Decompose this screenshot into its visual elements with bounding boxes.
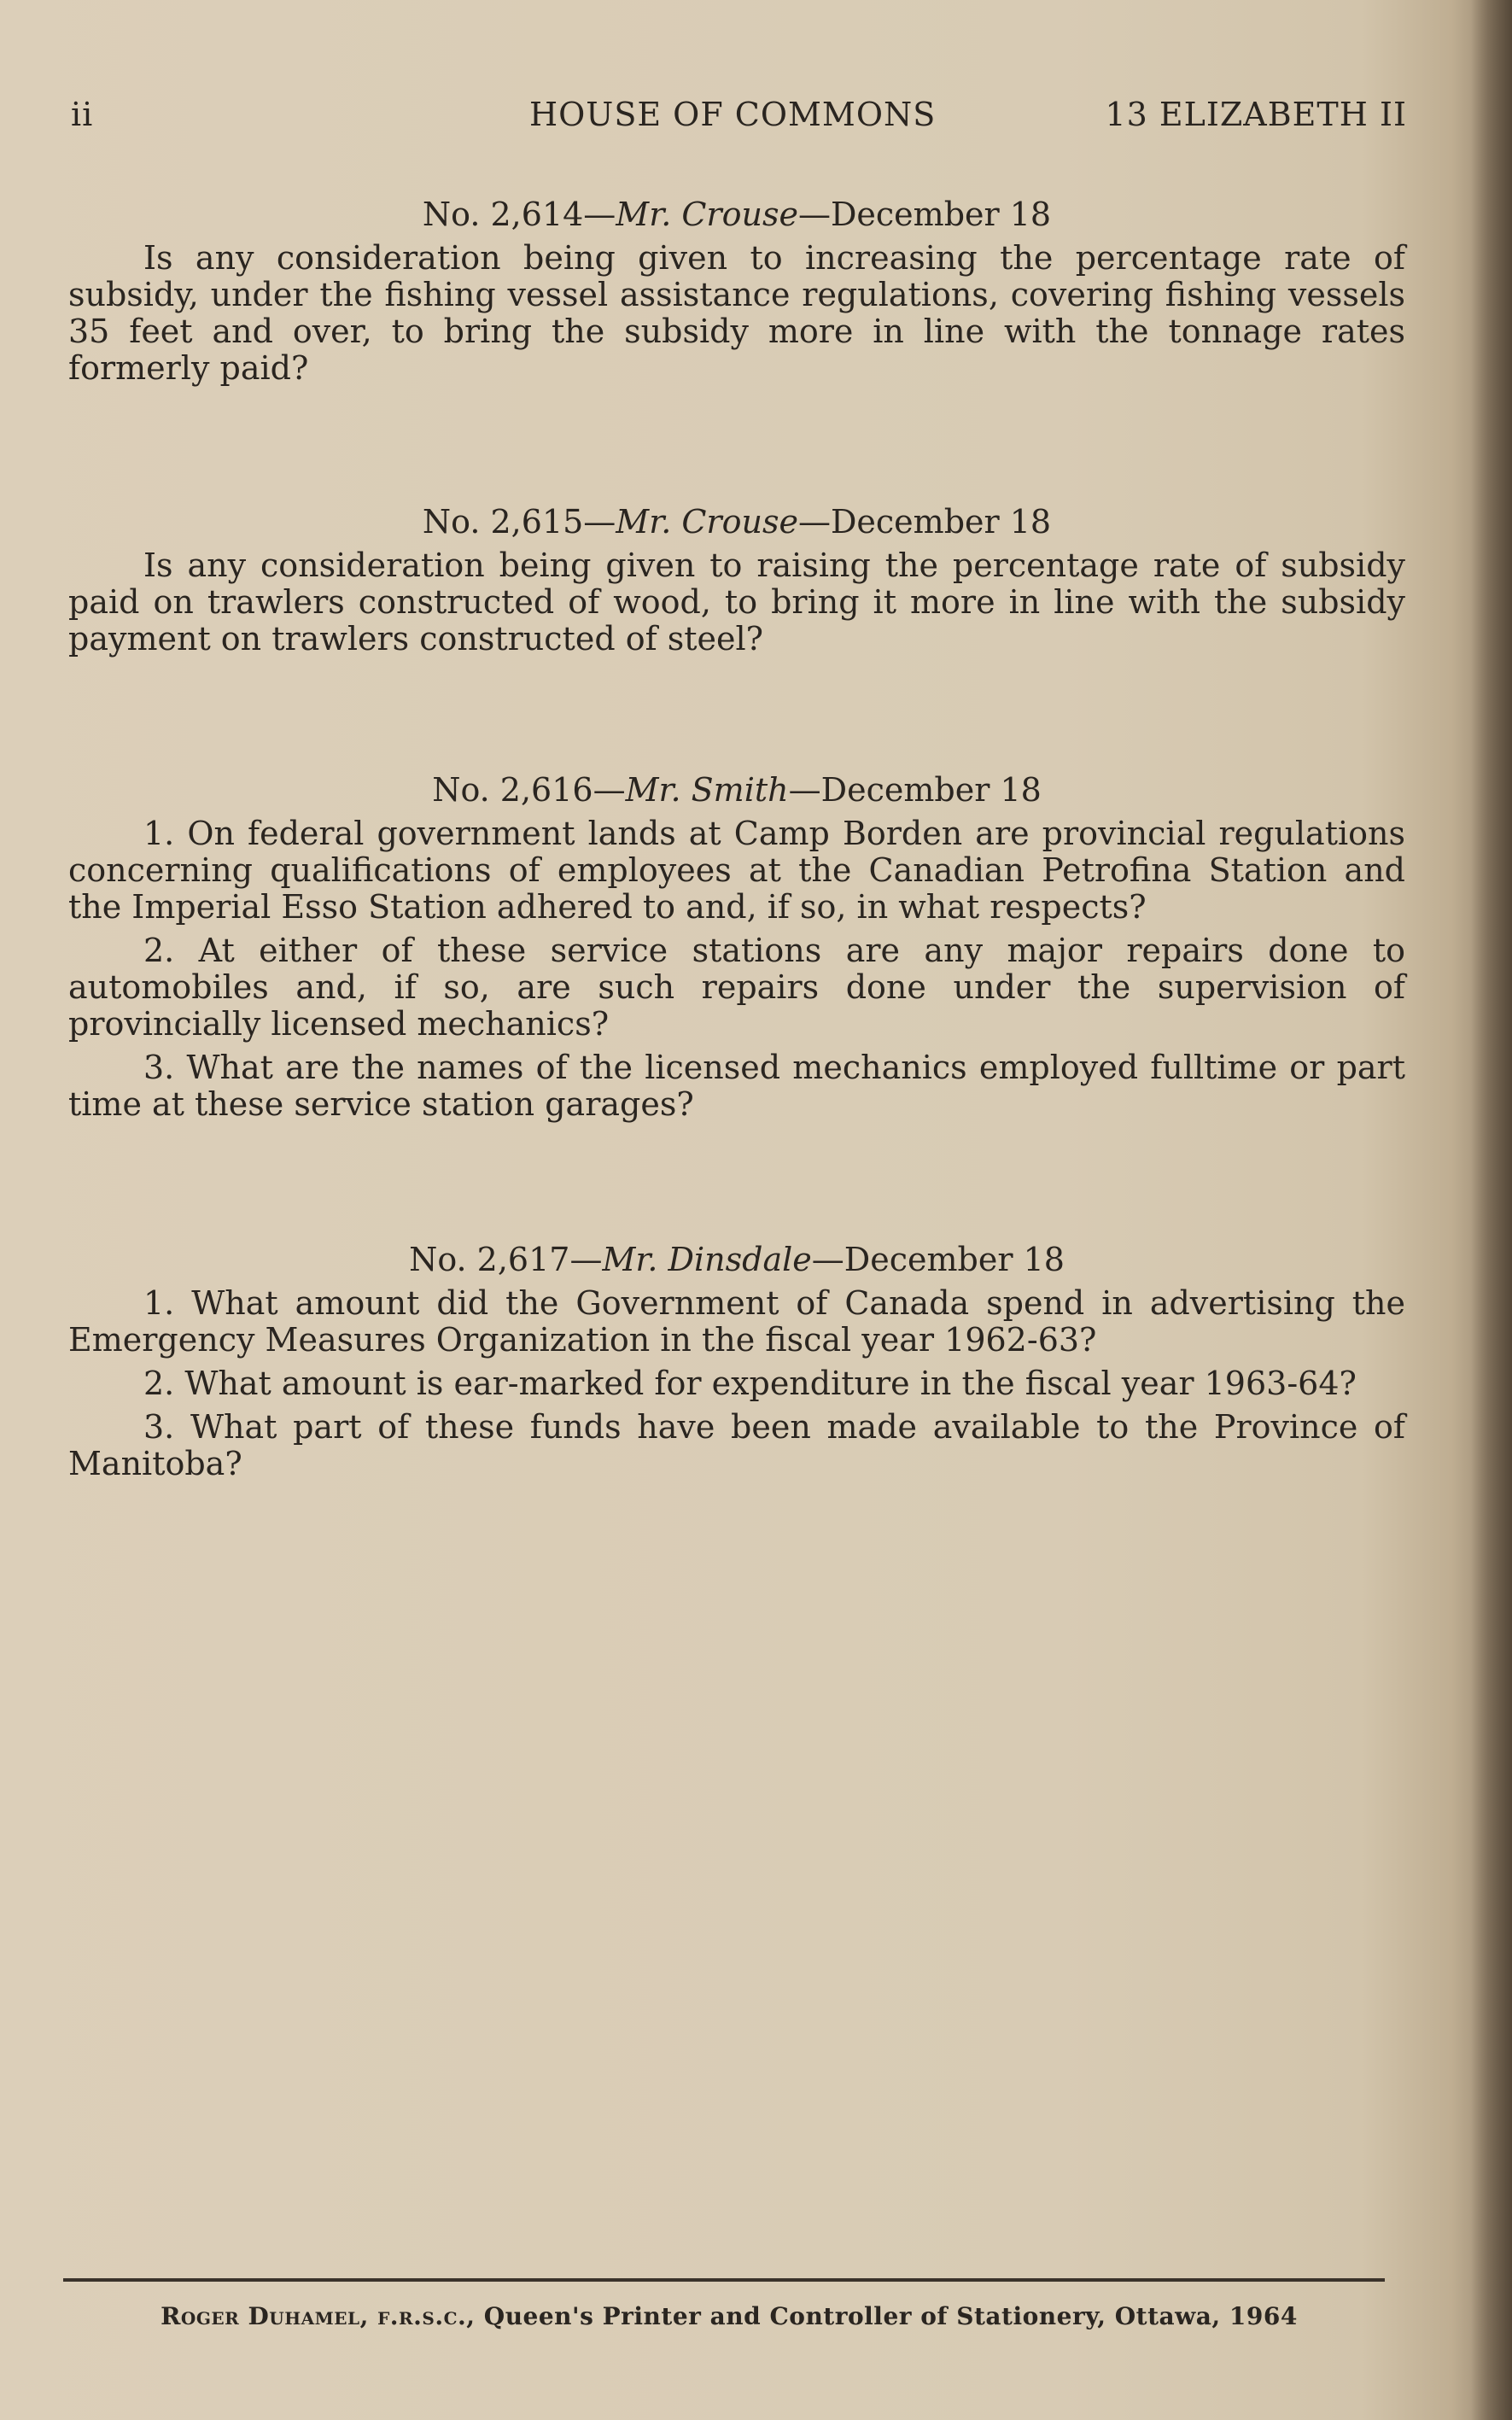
footer-rule	[63, 2278, 1385, 2282]
question-text: Is any consideration being given to raising the percentage rate of subsidy paid on trawlers constructed of wood, to bring it more in line with the subsidy payment on trawlers constructed of steel?	[68, 547, 1405, 658]
question-entry	[68, 772, 1405, 1130]
running-head	[68, 96, 1407, 147]
question-heading: No. 2,615—Mr. Crouse—December 18	[422, 503, 1052, 541]
question-text: 2. At either of these service stations are any major repairs done to automobiles and, if so, are such repairs done under the supervision of provincially licensed mechanics?	[68, 932, 1405, 1043]
page-number: ii	[71, 96, 94, 133]
question-member: Mr. Smith	[625, 771, 789, 809]
question-entry	[68, 1242, 1405, 1489]
question-text: 3. What part of these funds have been made available to the Province of Manitoba?	[68, 1408, 1405, 1482]
question-member: Mr. Crouse	[616, 503, 798, 541]
question-text: 2. What amount is ear-marked for expenditure in the fiscal year 1963-64?	[143, 1365, 1357, 1402]
question-entry	[68, 196, 1405, 394]
printer-credentials: f.r.s.c.	[377, 2302, 467, 2330]
question-heading: No. 2,614—Mr. Crouse—December 18	[422, 196, 1052, 233]
question-number: No. 2,617	[409, 1241, 570, 1278]
question-date: December 18	[844, 1241, 1065, 1278]
question-heading: No. 2,617—Mr. Dinsdale—December 18	[409, 1241, 1065, 1278]
question-number: No. 2,616	[432, 771, 593, 809]
journal-title: HOUSE OF COMMONS	[529, 96, 937, 133]
printer-name: Roger Duhamel	[161, 2302, 360, 2330]
book-spine-shadow	[1471, 0, 1512, 2420]
question-number: No. 2,614	[422, 196, 584, 233]
regnal-year: 13 ELIZABETH II	[1105, 96, 1407, 133]
question-member: Mr. Crouse	[616, 196, 798, 233]
printer-imprint: Roger Duhamel, f.r.s.c., Queen's Printer and Controller of Stationery, Ottawa, 1964	[161, 2302, 1298, 2330]
question-text: 3. What are the names of the licensed mechanics employed fulltime or part time at these service station garages?	[68, 1049, 1405, 1123]
question-entry	[68, 504, 1405, 664]
question-heading: No. 2,616—Mr. Smith—December 18	[432, 771, 1042, 809]
question-number: No. 2,615	[422, 503, 584, 541]
question-date: December 18	[830, 503, 1052, 541]
imprint-text: Queen's Printer and Controller of Stationery, Ottawa, 1964	[483, 2302, 1298, 2330]
question-text: Is any consideration being given to increasing the percentage rate of subsidy, under the fishing vessel assistance regulations, covering fishing vessels 35 feet and over, to bring the subsidy more in line with the tonnage rates formerly paid?	[68, 239, 1405, 387]
question-date: December 18	[820, 771, 1042, 809]
question-date: December 18	[830, 196, 1052, 233]
question-member: Mr. Dinsdale	[602, 1241, 812, 1278]
question-text: 1. What amount did the Government of Canada spend in advertising the Emergency Measures Organization in the fiscal year 1962-63?	[68, 1284, 1405, 1359]
question-text: 1. On federal government lands at Camp Borden are provincial regulations concerning qualifications of employees at the Canadian Petrofina Station and the Imperial Esso Station adhered to and, if so, in what respects?	[68, 815, 1405, 926]
